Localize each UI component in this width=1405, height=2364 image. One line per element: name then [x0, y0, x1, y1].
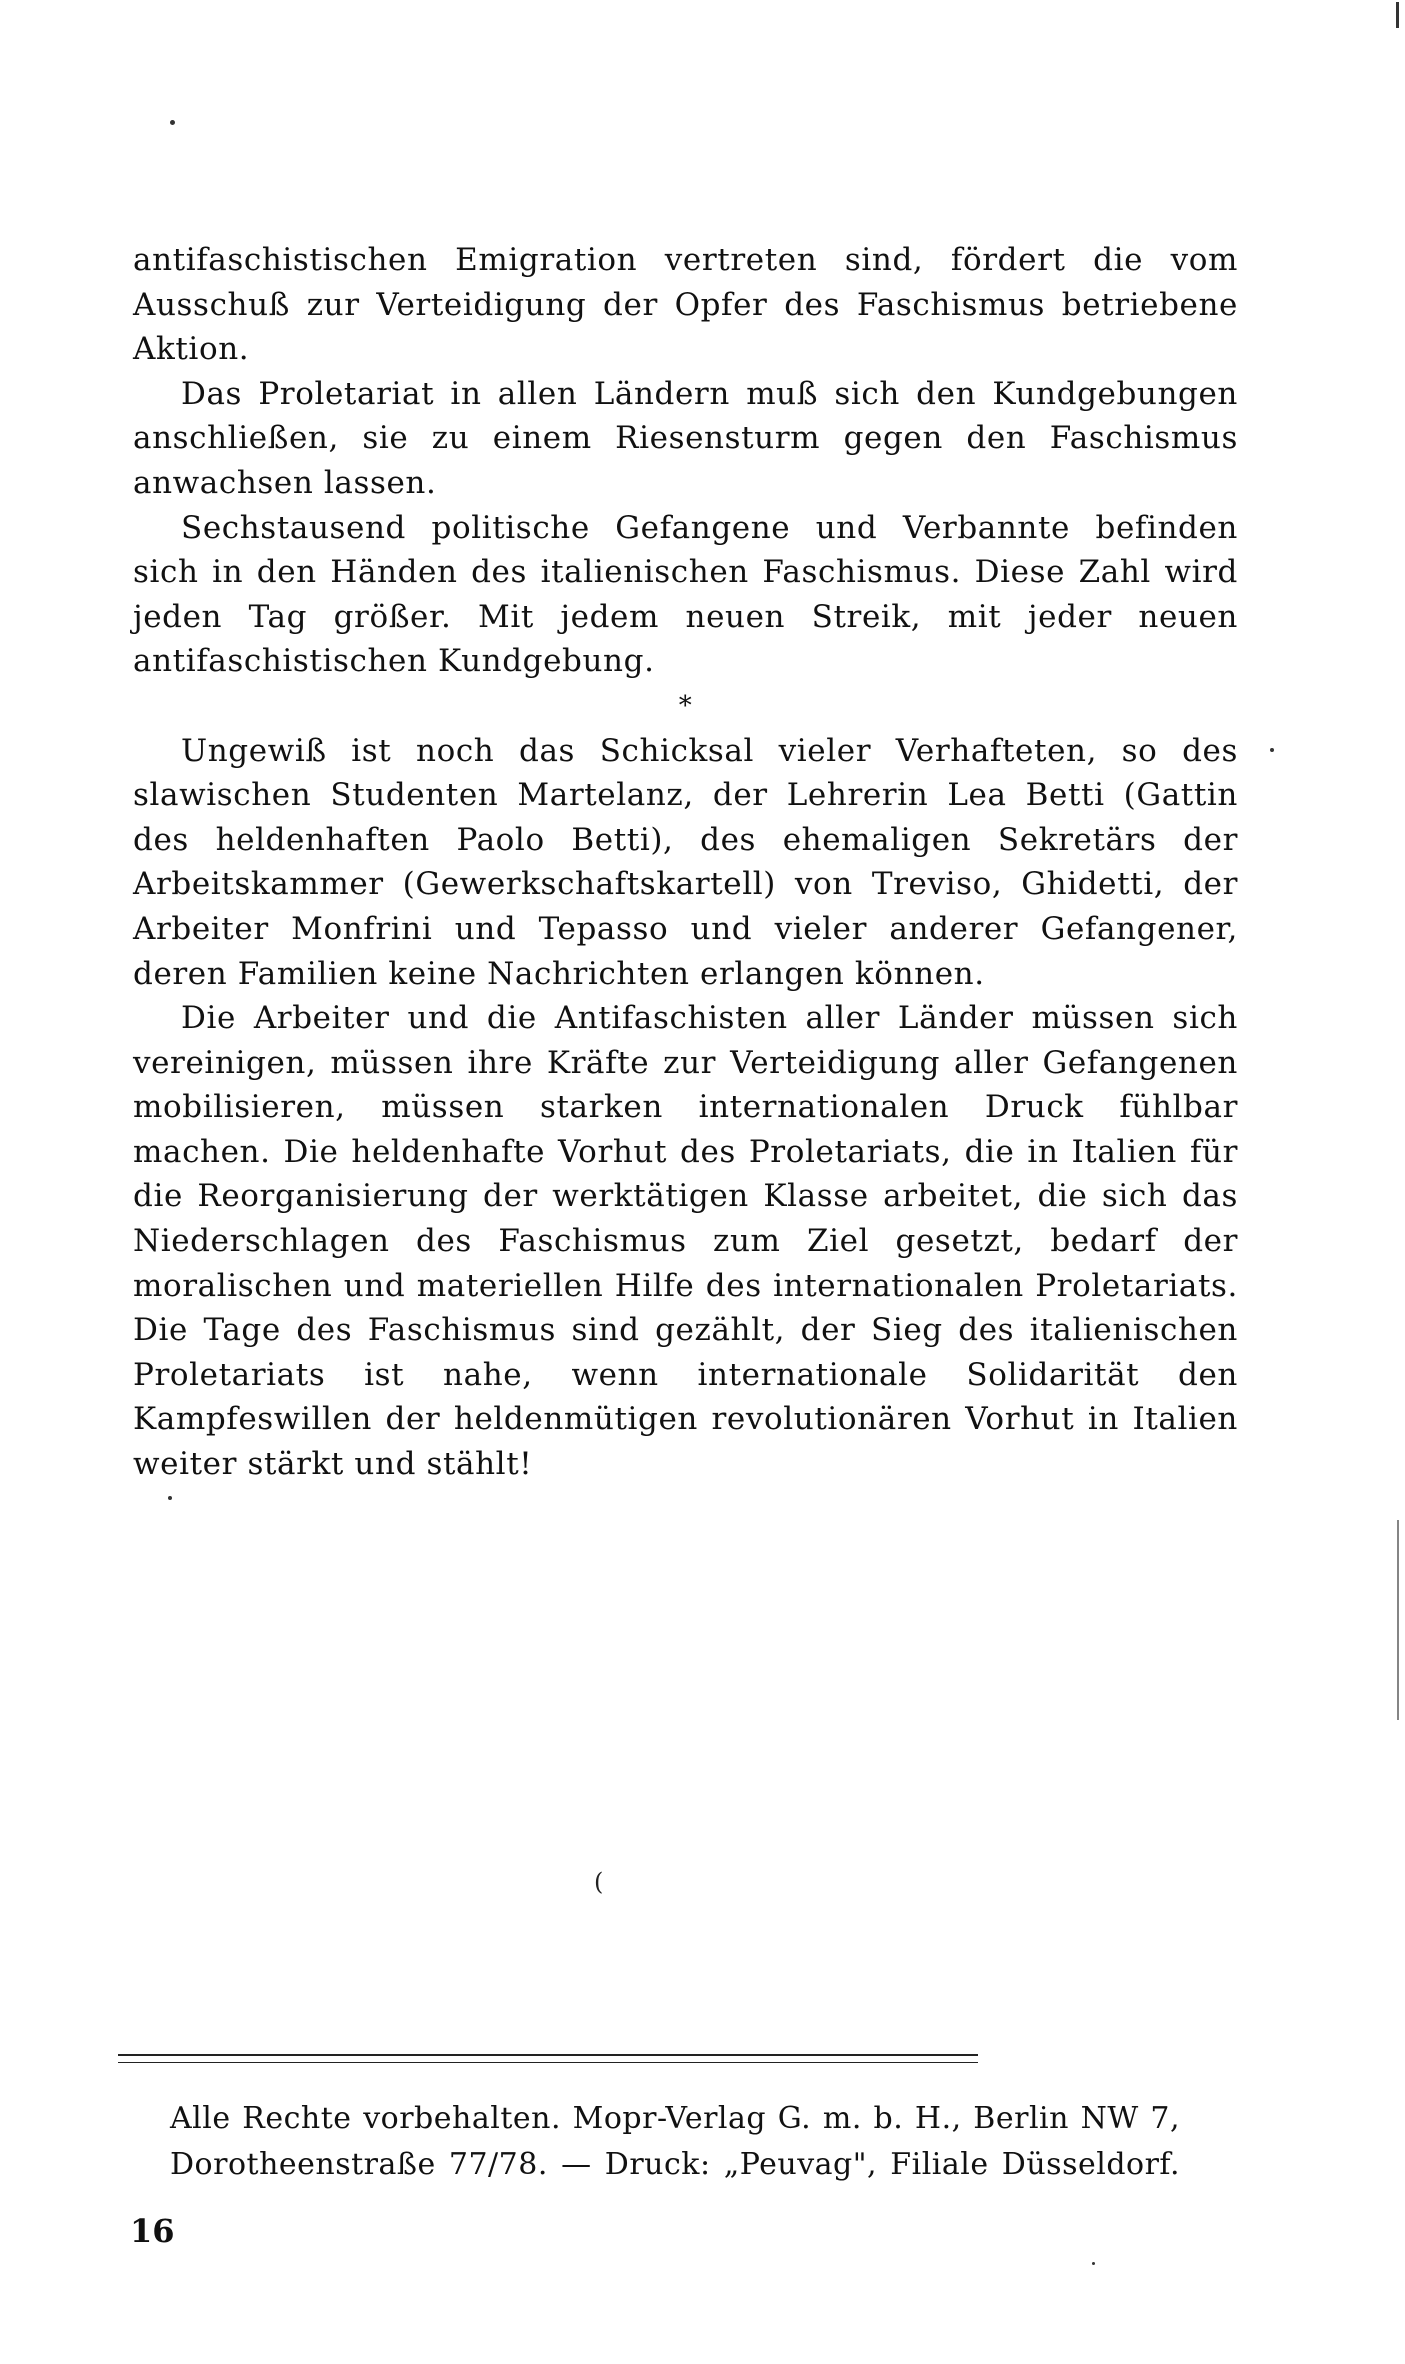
- paragraph: Das Proletariat in allen Ländern muß sich den Kundgebungen anschließen, sie zu einem Riesensturm gegen den Faschismus anwachsen lassen.: [133, 375, 1238, 501]
- stray-mark: (: [594, 1868, 604, 1896]
- imprint-line: Alle Rechte vorbehalten. Mopr-Verlag G. m. b. H., Berlin NW 7,: [170, 2101, 1180, 2136]
- main-text: [133, 238, 1238, 1487]
- footer-rule: [118, 2054, 978, 2056]
- page-number: 16: [130, 2212, 175, 2250]
- scan-edge-mark: [1396, 2, 1399, 28]
- paragraph: Die Arbeiter und die Antifaschisten aller Länder müssen sich vereinigen, müssen ihre Kräfte zur Verteidigung aller Gefangenen mobilisieren, müssen starken internationalen Druck fühlbar machen. Die heldenhafte Vorhut des Proletariats, die in Italien für die Reorganisierung der werktätigen Klasse arbeitet, die sich das Niederschlagen des Faschismus zum Ziel gesetzt, bedarf der moralischen und materiellen Hilfe des internationalen Proletariats. Die Tage des Faschismus sind gezählt, der Sieg des italienischen Proletariats ist nahe, wenn internationale Solidarität den Kampfeswillen der heldenmütigen revolutionären Vorhut in Italien weiter stärkt und stählt!: [133, 1000, 1238, 1483]
- imprint: [170, 2096, 1180, 2188]
- scan-edge-mark: [1397, 1520, 1399, 1720]
- paragraph: antifaschistischen Emigration vertreten sind, fördert die vom Ausschuß zur Verteidigung der Opfer des Faschismus betriebene Aktion.: [133, 242, 1238, 368]
- scan-speck: [1270, 748, 1274, 752]
- paragraph: Sechstausend politische Gefangene und Verbannte befinden sich in den Händen des italienischen Faschismus. Diese Zahl wird jeden Tag größer. Mit jedem neuen Streik, mit jeder neuen antifaschistischen Kundgebung.: [133, 509, 1238, 680]
- footer-rule: [118, 2062, 978, 2063]
- paragraph: Ungewiß ist noch das Schicksal vieler Verhafteten, so des slawischen Studenten Martelanz, der Lehrerin Lea Betti (Gattin des heldenhaften Paolo Betti), des ehemaligen Sekretärs der Arbeitskammer (Gewerkschaftskartell) von Treviso, Ghidetti, der Arbeiter Monfrini und Tepasso und vieler anderer Gefangener, deren Familien keine Nachrichten erlangen können.: [133, 732, 1238, 992]
- scan-speck: [1092, 2262, 1095, 2265]
- scan-speck: [170, 120, 175, 125]
- section-separator: *: [678, 690, 693, 721]
- scan-speck: [168, 1496, 172, 1500]
- imprint-line: Dorotheenstraße 77/78. — Druck: „Peuvag", Filiale Düsseldorf.: [170, 2147, 1180, 2182]
